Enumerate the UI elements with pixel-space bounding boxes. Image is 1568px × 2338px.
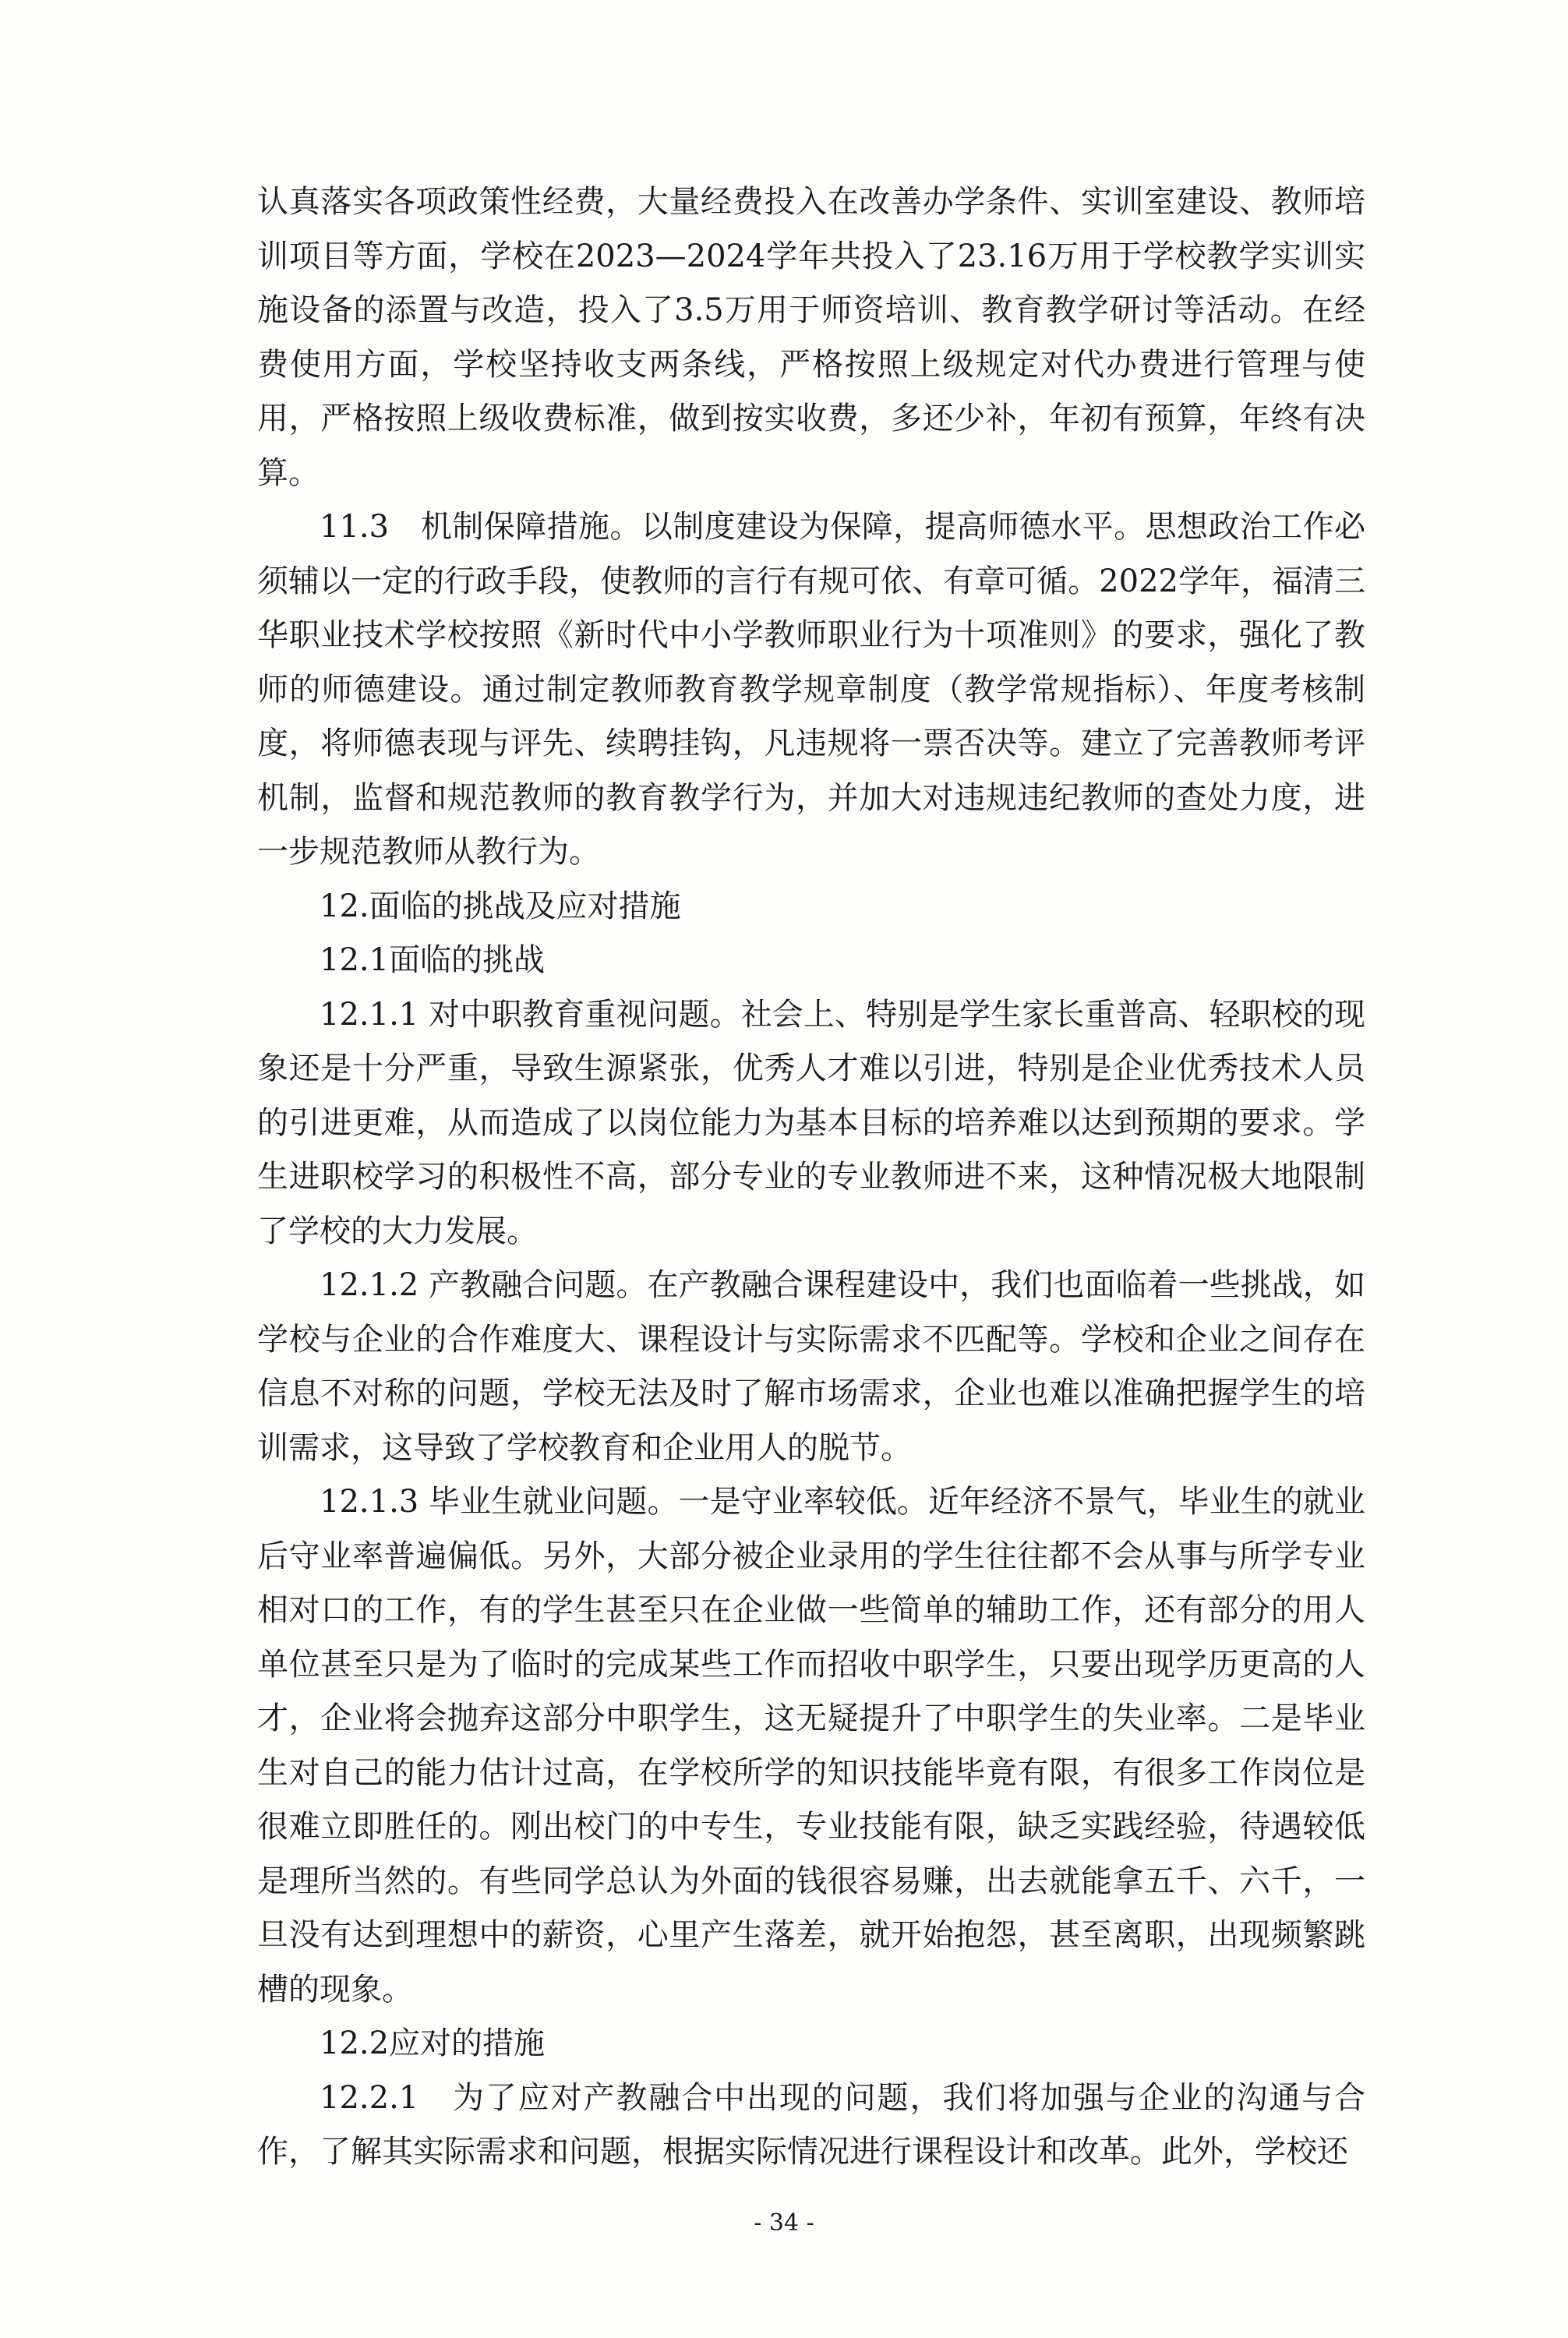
page-number: - 34 -: [754, 2209, 814, 2237]
section-heading-challenges: 12.面临的挑战及应对措施: [320, 888, 681, 924]
paragraph-measures: 12.2.1 为了应对产教融合中出现的问题，我们将加强与企业的沟通与合作，了解其实际需求和问题，根据实际情况进行课程设计和改革。此外，学校还: [257, 2079, 1365, 2170]
paragraph-funding: 认真落实各项政策性经费，大量经费投入在改善办学条件、实训室建设、教师培训项目等方面，学校在2023—2024学年共投入了23.16万用于学校教学实训实施设备的添置与改造，投入了3.5万用于师资培训、教育教学研讨等活动。在经费使用方面，学校坚持收支两条线，严格按照上级规定对代办费进行管理与使用，严格按照上级收费标准，做到按实收费，多还少补，年初有预算，年终有决算。: [257, 184, 1365, 491]
paragraph-mechanism-guarantee: 11.3 机制保障措施。以制度建设为保障，提高师德水平。思想政治工作必须辅以一定的行政手段，使教师的言行有规可依、有章可循。2022学年，福清三华职业技术学校按照《新时代中小学教师职业行为十项准则》的要求，强化了教师的师德建设。通过制定教师教育教学规章制度（教学常规指标）、年度考核制度，将师德表现与评先、续聘挂钩，凡违规将一票否决等。建立了完善教师考评机制，监督和规范教师的教育教学行为，并加大对违规违纪教师的查处力度，进一步规范教师从教行为。: [257, 509, 1365, 870]
subsection-heading-measures: 12.2应对的措施: [320, 2025, 546, 2061]
subsection-heading-challenges: 12.1面临的挑战: [320, 942, 546, 978]
document-body: [257, 175, 1365, 2180]
paragraph-vocational-education: 12.1.1 对中职教育重视问题。社会上、特别是学生家长重普高、轻职校的现象还是十分严重，导致生源紧张，优秀人才难以引进，特别是企业优秀技术人员的引进更难，从而造成了以岗位能力为基本目标的培养难以达到预期的要求。学生进职校学习的积极性不高，部分专业的专业教师进不来，这种情况极大地限制了学校的大力发展。: [257, 996, 1365, 1249]
paragraph-industry-education: 12.1.2 产教融合问题。在产教融合课程建设中，我们也面临着一些挑战，如学校与企业的合作难度大、课程设计与实际需求不匹配等。学校和企业之间存在信息不对称的问题，学校无法及时了解市场需求，企业也难以准确把握学生的培训需求，这导致了学校教育和企业用人的脱节。: [257, 1267, 1365, 1466]
paragraph-graduate-employment: 12.1.3 毕业生就业问题。一是守业率较低。近年经济不景气，毕业生的就业后守业率普遍偏低。另外，大部分被企业录用的学生往往都不会从事与所学专业相对口的工作，有的学生甚至只在企业做一些简单的辅助工作，还有部分的用人单位甚至只是为了临时的完成某些工作而招收中职学生，只要出现学历更高的人才，企业将会抛弃这部分中职学生，这无疑提升了中职学生的失业率。二是毕业生对自己的能力估计过高，在学校所学的知识技能毕竟有限，有很多工作岗位是很难立即胜任的。刚出校门的中专生，专业技能有限，缺乏实践经验，待遇较低是理所当然的。有些同学总认为外面的钱很容易赚，出去就能拿五千、六千，一旦没有达到理想中的薪资，心里产生落差，就开始抱怨，甚至离职，出现频繁跳槽的现象。: [257, 1484, 1365, 2008]
